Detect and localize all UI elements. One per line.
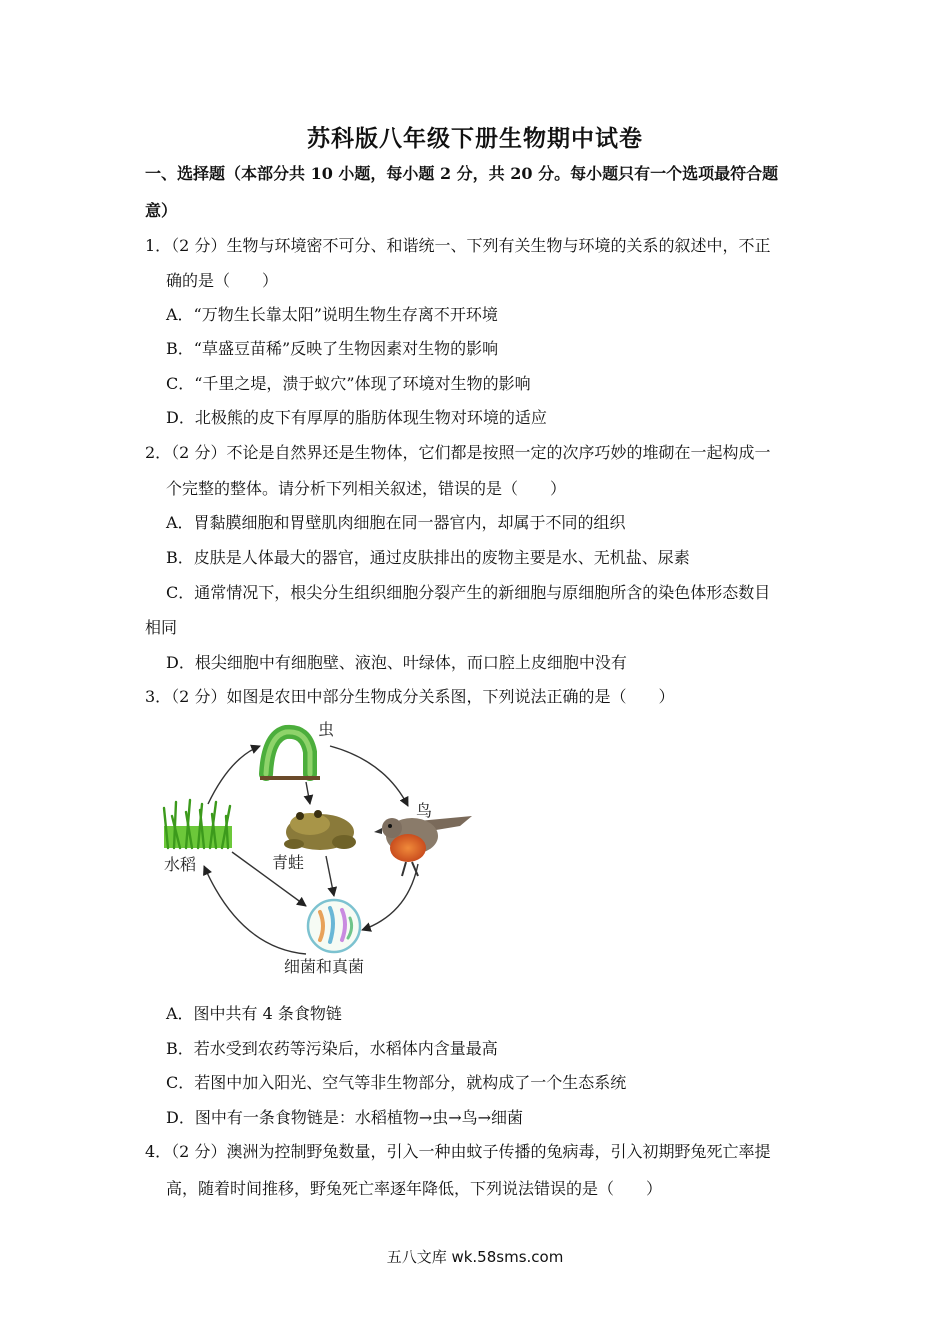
label-decomposer: 细菌和真菌 [284, 957, 365, 976]
arrow-decomposer-to-rice [204, 866, 306, 954]
frog-image [284, 810, 356, 850]
label-bird: 鸟 [416, 801, 433, 820]
decomposer-image [308, 900, 360, 952]
question-3-stem: 3．（2 分）如图是农田中部分生物成分关系图，下列说法正确的是（ ） [145, 687, 675, 706]
question-1-stem: 1．（2 分）生物与环境密不可分、和谐统一、下列有关生物与环境的关系的叙述中，不正 [145, 236, 771, 255]
section-heading: 一、选择题（本部分共 10 小题，每小题 2 分，共 20 分。每小题只有一个选项最符合题 [145, 164, 779, 183]
question-2-option-b: B．皮肤是人体最大的器官，通过皮肤排出的废物主要是水、无机盐、尿素 [166, 548, 690, 567]
question-2-option-c: C．通常情况下，根尖分生组织细胞分裂产生的新细胞与原细胞所含的染色体形态数目 [166, 583, 771, 602]
arrow-insect-to-bird [330, 746, 408, 806]
arrow-bird-to-decomposer [362, 864, 418, 930]
insect-image [260, 732, 320, 780]
question-3-option-d: D．图中有一条食物链是：水稻植物→虫→鸟→细菌 [166, 1108, 524, 1127]
question-1-option-d: D．北极熊的皮下有厚厚的脂肪体现生物对环境的适应 [166, 408, 547, 427]
question-2-option-c-continued: 相同 [145, 618, 178, 637]
bird-image [374, 816, 472, 876]
question-2-option-d: D．根尖细胞中有细胞壁、液泡、叶绿体，而口腔上皮细胞中没有 [166, 653, 627, 672]
question-3-option-c: C．若图中加入阳光、空气等非生物部分，就构成了一个生态系统 [166, 1073, 627, 1092]
arrow-insect-to-frog [306, 782, 310, 804]
question-2-option-a: A．胃黏膜细胞和胃壁肌肉细胞在同一器官内，却属于不同的组织 [166, 513, 626, 532]
label-insect: 虫 [318, 720, 335, 739]
label-frog: 青蛙 [272, 853, 305, 872]
question-1-stem-continued: 确的是（ ） [166, 271, 279, 290]
food-web-diagram [160, 716, 480, 978]
question-3-option-b: B．若水受到农药等污染后，水稻体内含量最高 [166, 1039, 498, 1058]
arrow-rice-to-insect [208, 746, 260, 804]
footer-watermark: 五八文库 wk.58sms.com [386, 1248, 564, 1266]
question-1-option-a: A．“万物生长靠太阳”说明生物生存离不开环境 [166, 305, 498, 324]
document-title: 苏科版八年级下册生物期中试卷 [307, 125, 643, 152]
question-2-stem: 2．（2 分）不论是自然界还是生物体，它们都是按照一定的次序巧妙的堆砌在一起构成一 [145, 443, 771, 462]
question-2-stem-continued: 个完整的整体。请分析下列相关叙述，错误的是（ ） [166, 479, 567, 498]
arrow-frog-to-decomposer [326, 856, 334, 896]
question-4-stem: 4．（2 分）澳洲为控制野兔数量，引入一种由蚊子传播的兔病毒，引入初期野兔死亡率提 [145, 1142, 771, 1161]
rice-image [164, 800, 232, 848]
question-1-option-b: B．“草盛豆苗稀”反映了生物因素对生物的影响 [166, 339, 499, 358]
section-heading-continued: 意） [145, 201, 178, 220]
question-3-option-a: A．图中共有 4 条食物链 [166, 1004, 342, 1023]
question-1-option-c: C．“千里之堤，溃于蚁穴”体现了环境对生物的影响 [166, 374, 531, 393]
question-4-stem-continued: 高，随着时间推移，野兔死亡率逐年降低，下列说法错误的是（ ） [166, 1179, 663, 1198]
label-rice: 水稻 [164, 855, 197, 874]
